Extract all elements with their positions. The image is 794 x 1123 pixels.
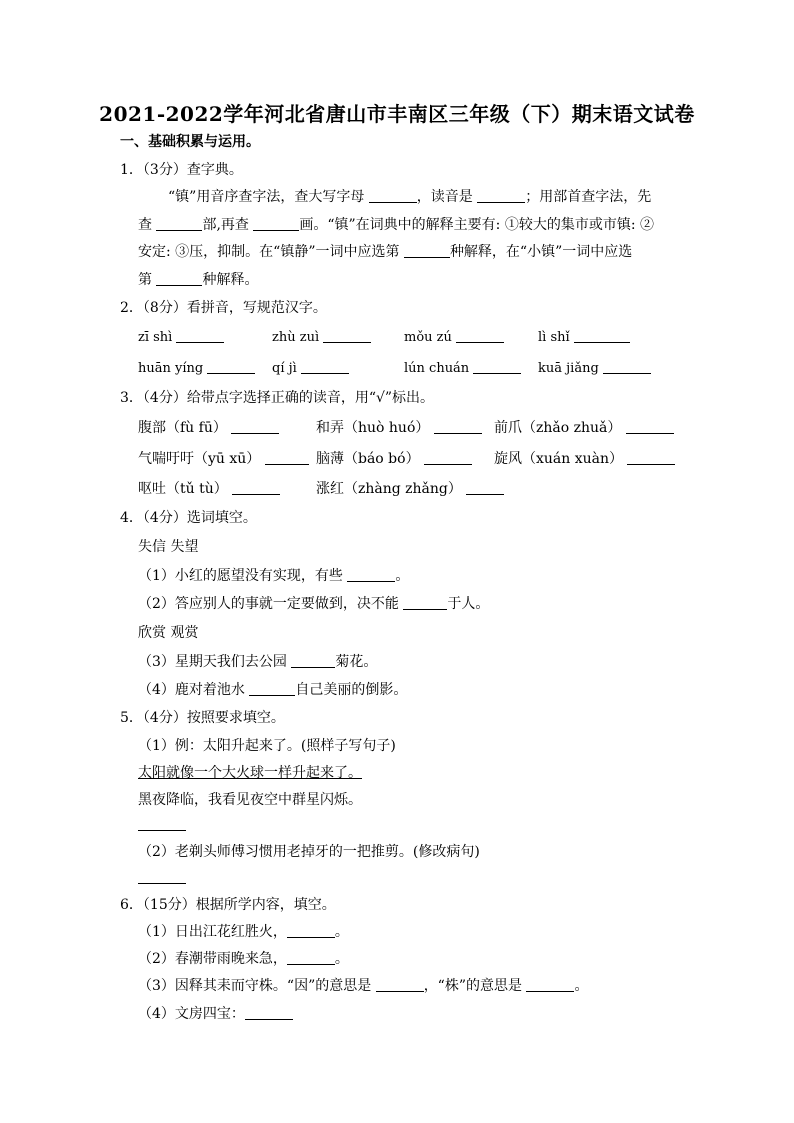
answer-blank[interactable] [323, 328, 371, 343]
fill-sentence: （1）日出江花红胜火， 。 [138, 924, 349, 940]
question-6-heading: 6．（15分）根据所学内容，填空。 [120, 897, 336, 913]
answer-blank[interactable] [291, 653, 335, 668]
pinyin-item: zhù zuì [272, 328, 371, 348]
answer-blank[interactable] [424, 450, 472, 465]
answer-blank[interactable] [404, 243, 450, 258]
pinyin-item: zī shì [138, 328, 224, 348]
answer-blank[interactable] [287, 950, 335, 965]
answer-blank[interactable] [138, 869, 186, 884]
example-sentence: 太阳就像一个大火球一样升起来了。 [138, 765, 362, 781]
answer-blank[interactable] [574, 328, 630, 343]
answer-blank[interactable] [369, 188, 417, 203]
question-1-line-2: 查 部,再查 画。“镇”在词典中的解释主要有: ①较大的集市或市镇: ② [138, 217, 655, 233]
question-4-heading: 4．（4分）选词填空。 [120, 510, 257, 526]
answer-blank[interactable] [156, 216, 202, 231]
answer-blank[interactable] [456, 328, 504, 343]
pinyin-item: qí jì [272, 359, 349, 379]
fill-sentence: （4）鹿对着池水 自己美丽的倒影。 [138, 682, 408, 698]
answer-blank[interactable] [265, 450, 309, 465]
fill-sentence: （1）小红的愿望没有实现，有些 。 [138, 568, 410, 584]
answer-blank[interactable] [287, 923, 335, 938]
pinyin-item: kuā jiǎng [538, 359, 651, 379]
answer-blank[interactable] [138, 816, 186, 831]
question-1-heading: 1．（3分）查字典。 [120, 162, 243, 178]
fill-sentence: （2）答应别人的事就一定要做到，决不能 于人。 [138, 596, 490, 612]
question-5-heading: 5．（4分）按照要求填空。 [120, 710, 285, 726]
sentence-task: （2）老剃头师傅习惯用老掉牙的一把推剪。(修改病句) [138, 844, 480, 860]
answer-blank[interactable] [176, 328, 224, 343]
answer-blank[interactable] [207, 359, 255, 374]
answer-blank[interactable] [253, 216, 299, 231]
word-choices: 欣赏 观赏 [138, 625, 199, 641]
answer-blank[interactable] [526, 977, 574, 992]
reading-choice-item: 脑薄（báo bó） [316, 449, 472, 469]
reading-choice-item: 前爪（zhǎo zhuǎ） [494, 418, 674, 438]
fill-sentence: （4）文房四宝： [138, 1004, 293, 1024]
pinyin-item: lì shǐ [538, 328, 630, 348]
answer-blank[interactable] [231, 419, 279, 434]
reading-choice-item: 气喘吁吁（yū xū） [138, 449, 309, 469]
question-1-line-3: 安定: ③压，抑制。在“镇静”一词中应选第 种解释，在“小镇”一词中应选 [138, 244, 633, 260]
answer-blank[interactable] [403, 595, 447, 610]
answer-blank[interactable] [626, 419, 674, 434]
pinyin-item: lún chuán [404, 359, 521, 379]
word-choices: 失信 失望 [138, 539, 199, 555]
question-1-line-4: 第 种解释。 [138, 272, 259, 288]
answer-blank[interactable] [347, 567, 395, 582]
fill-sentence: （3）因释其耒而守株。“因”的意思是 ，“株”的意思是 。 [138, 978, 589, 994]
answer-line[interactable] [138, 815, 186, 835]
section-heading: 一、基础积累与运用。 [120, 134, 260, 150]
reading-choice-item: 腹部（fù fū） [138, 418, 279, 438]
sentence-task: （1）例：太阳升起来了。(照样子写句子) [138, 738, 396, 754]
answer-blank[interactable] [376, 977, 424, 992]
reading-choice-item: 呕吐（tǔ tù） [138, 479, 280, 499]
reading-choice-item: 旋风（xuán xuàn） [494, 449, 675, 469]
answer-blank[interactable] [603, 359, 651, 374]
answer-blank[interactable] [477, 188, 525, 203]
answer-blank[interactable] [434, 419, 482, 434]
pinyin-item: mǒu zú [404, 328, 504, 348]
reading-choice-item: 涨红（zhàng zhǎng） [316, 479, 504, 499]
pinyin-item: huān yíng [138, 359, 255, 379]
page-title: 2021-2022学年河北省唐山市丰南区三年级（下）期末语文试卷 [99, 102, 695, 126]
question-1-line-1: “镇”用音序查字法，查大写字母 ，读音是 ；用部首查字法，先 [168, 189, 652, 205]
sentence-prompt: 黑夜降临，我看见夜空中群星闪烁。 [138, 792, 362, 808]
answer-blank[interactable] [473, 359, 521, 374]
fill-sentence: （2）春潮带雨晚来急， 。 [138, 951, 349, 967]
answer-blank[interactable] [245, 1005, 293, 1020]
answer-line[interactable] [138, 868, 186, 888]
answer-blank[interactable] [627, 450, 675, 465]
question-2-heading: 2．（8分）看拼音，写规范汉字。 [120, 300, 327, 316]
reading-choice-item: 和弄（huò huó） [316, 418, 482, 438]
answer-blank[interactable] [301, 359, 349, 374]
answer-blank[interactable] [156, 271, 202, 286]
question-3-heading: 3．（4分）给带点字选择正确的读音，用“√”标出。 [120, 390, 435, 406]
answer-blank[interactable] [466, 480, 504, 495]
answer-blank[interactable] [232, 480, 280, 495]
answer-blank[interactable] [249, 681, 295, 696]
fill-sentence: （3）星期天我们去公园 菊花。 [138, 654, 378, 670]
